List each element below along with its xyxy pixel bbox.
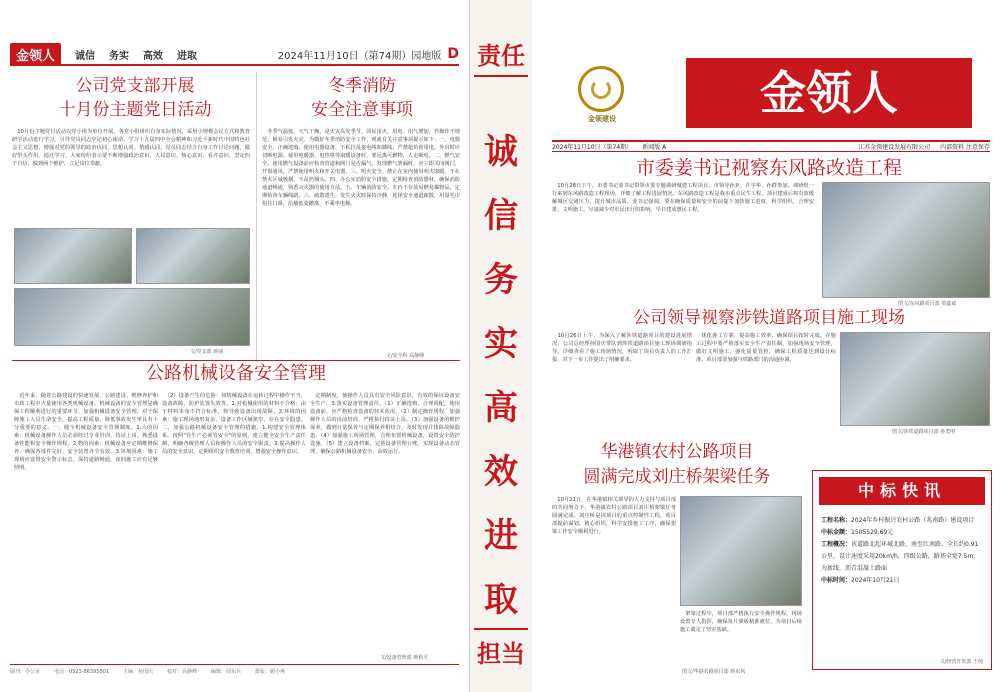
r-art2-caption: 图文/涉铁道路项目部 孙勇明	[892, 429, 956, 435]
bid-row-time: 中标时间：2024年10月21日	[821, 577, 900, 584]
left-header	[10, 44, 459, 66]
mid-vertical-text: 诚 信 务 实 高 效	[484, 132, 518, 492]
r-art1-photo	[822, 182, 990, 298]
r-art3-title: 华港镇农村公路项目 圆满完成刘庄桥架梁任务	[583, 442, 771, 487]
art1-photo-2	[136, 228, 250, 284]
bid-news-body	[813, 511, 991, 591]
art3-title: 公路机械设备安全管理	[146, 363, 326, 384]
r-art3-text-1: 10月21日，在华港镇相关领导的大力支持与项目部的共同努力下，华港镇农村公路项目刘庄桥架梁任务圆满完成。刘庄桥是该项目的重点控制性工程，项目部提前谋划，精心组织，科学安排施工工序，确保架梁工作安全顺利进行。	[552, 497, 676, 535]
company-logo-icon	[578, 66, 624, 112]
left-footer: 副刊：办公室 电话：0523-86395801 主编：孙国庆 校对：高静峰 编辑：周东兵 排版：顾小燕	[10, 664, 459, 678]
art2-text: 冬季气温低，天气干燥，是火灾高发季节。回民用火、用电、用气增加，若操作不规范，极易引发火灾。为做好冬季消防安全工作，现就有关注意事项提示如下：一、电器安全。正确选购、使用电器设备，不私拉乱接电线和插线，严禁超负荷用电。外出时应切断电源。使用电暖器、电热毯等取暖设备时，要远离可燃物，人走断电。二、燃气安全。使用燃气设备前应检查管道和阀门是否漏气，发现燃气泄漏时，应立即关闭阀门，开窗通风，严禁使用明火和开关电器。三、明火安全。禁止在室内使用明火取暖，不在禁火区域吸烟，不乱扔烟头。四、办公室消防安全措施。定期检查消防器材，确保消防通道畅通，熟悉灭火器的使用方法。五、车辆消防安全。车内不存放易燃易爆物品，定期检查车辆线路。六、疏散逃生。发生火灾时保持冷静，选择安全通道疏散，用湿毛巾捂住口鼻，沿墙低姿撤离，不乘坐电梯。	[262, 129, 460, 207]
bid-news-box	[812, 470, 992, 670]
art1-text: 10月份主题党日活动以党小组为单位开展，各党小组组织自身实际情况，采用小规模会议方式和教育研学活动进行学习，引导党员同志牢记初心使命。学习十九届四中全会精神和习近平新时代中国特色社会主义思想，增强对党的领导的政治认同、思想认同、情感认同。党员同志结合自身工作讨论问题，做好带头作用。通过学习，大家纷纷表示要不断增强政治意识、大局意识、核心意识、看齐意识，坚定四个自信，做到两个维护，立足岗位奉献。	[12, 129, 250, 167]
r-art2-text-1: 10月26日上午，为深入了解涉铁道路项目的建设进展情况，公司总经理孙国庆带队到涉铁道路项目施工现场调研指导，详细查看了施工现场情况，听取了项目负责人的工作汇报，对下一步工作提出了明确要求。	[552, 333, 692, 363]
bid-row-amount: 中标金额：1505529.69元	[821, 529, 894, 536]
mid-top-word: 责任	[474, 36, 528, 77]
col-divider	[256, 72, 257, 362]
right-info-bar: 2024年11月10日（第74期） 新闻版 A 江苏金领建设发展有限公司 内部资料 注意保存	[552, 140, 990, 152]
art3-text-1: 近年来，随着公路建设的快速发展，公路建设、维修养护和市政工程中大量使用各类机械设备。机械设备的安全管理是确保工程顺利进行的重要环节。加强机械设备安全管理，对于保障施工人员生命安全，提高工程质量，降低事故发生率具有十分重要的意义。一、健全机械设备安全管理制度。1.人的因素：机械设备操作人员必须经过专业培训，持证上岗，熟悉设备性能和安全操作规程。2.物的因素：机械设备应定期维修保养，确保各部件完好，安全装置齐全有效。3.环境因素：施工现场应设置安全警示标志，保持道路畅通，夜间施工应有足够照明。	[14, 393, 158, 471]
left-issue: 2024年11月10日（第74期）园地版	[277, 50, 442, 62]
r-art1-text: 10月28日下午，市委书记姜书记带领市委专题调研城建工程项目，市领导孙亚、许学华、孙群参加。调研组一行来到东风路改造工程现场，详细了解工程进展情况。东风路改造工程是我市重点民生工程，项目建成后将有效缓解城区交通压力，提升城市品质。姜书记强调，要在确保质量和安全的前提下加快施工进度，科学组织，合理安排，文明施工，尽量减少对市民出行的影响，早日建成惠民工程。	[552, 183, 814, 213]
right-page	[532, 0, 1000, 692]
art2-title: 冬季消防 安全注意事项	[311, 76, 413, 120]
slogan-1: 诚信	[75, 50, 96, 62]
slogan-2: 务实	[109, 50, 130, 62]
left-separator	[12, 360, 460, 361]
art1-photo-3	[14, 288, 250, 346]
slogan-3: 高效	[143, 50, 164, 62]
masthead: 金领人	[686, 58, 972, 128]
art1-photo-1	[14, 228, 132, 284]
middle-strip	[470, 0, 532, 692]
art3-text-2: （2）设备产生的危险：如机械设备在运转过程中操作不当，设备故障，防护装置失效等。1.对机械使用的材料不合格：由于材料本身不符合标准，将导致设备出现故障。2.环境的因素：施工现场地形复杂，设备工作区域狭窄，存在安全隐患。二、加强公路机械设备安全管理的措施。1.构建安全管理体系。按照"管生产必须管安全"的原则，建立健全安全生产责任制，明确各级管理人员和操作人员的安全职责。2.提高操作人员的安全意识。定期组织安全教育培训，增强安全操作意识。	[162, 393, 306, 455]
mid-vertical-text-2: 进 取	[484, 516, 518, 620]
left-logo: 金领人	[10, 43, 61, 66]
r-art3-caption: 图文/华港农路项目部 蒋东风	[682, 669, 746, 675]
bid-source: 文/经营开发部 王纯	[939, 659, 983, 665]
company-brand-text: 金领建设	[588, 115, 616, 123]
r-art2-text-2: 优化施工方案，提高施工效率，确保项目按时完成。在施工过程中要严格落实安全生产责任制，加强现场安全管理，做好文明施工，强化质量管控，确保工程质量达到设计标准。项目部要加强与铁路部门的沟通协调。	[696, 333, 836, 363]
art1-title: 公司党支部开展 十月份主题党日活动	[58, 76, 212, 120]
r-art2-photo	[840, 332, 990, 426]
art1-caption: 文/党支部 蒋丽	[190, 349, 224, 355]
mid-bottom-word: 担当	[474, 628, 528, 669]
slogan-4: 进取	[177, 50, 198, 62]
r-art2-title: 公司领导视察涉铁道路项目施工现场	[633, 308, 905, 328]
r-art1-title: 市委姜书记视察东风路改造工程	[635, 157, 902, 179]
left-page-letter: D	[447, 46, 459, 62]
r-art3-text-2: 架梁过程中，项目部严格执行安全操作规程，现场设置专人指挥，确保每片梁板精准就位，为项目后续施工奠定了坚实基础。	[680, 611, 802, 633]
art3-text-3: 定期制度，使操作人员具有安全风险意识，有效的保证设备安全生产。3.落实设备管理责任。（1）正确选购、合理调配。使用设备前，应严格检查设备的技术状况。（2）制定操作规程，加强操作人员的岗前培训，严格执行持证上岗。（3）加强设备的维护保养，做到日常保养与定期保养相结合，及时发现并排除故障隐患。（4）加强施工现场管理，合理布置机械设备，设置安全防护设施。（5）建立设备档案，完善设备管理台账，实现设备动态管理，确保公路机械设备安全、高效运行。	[310, 393, 460, 455]
left-page	[0, 0, 470, 692]
bid-news-title: 中标快讯	[819, 477, 985, 505]
r-art3-photo	[680, 496, 802, 606]
art2-caption: 文/安全科 高静峰	[386, 353, 425, 359]
bid-row-overview: 工程概况：该道路北起环城北路，南至红南路，全长约0.91公里，设计速度采用20km/h，四级公路，路基全宽7.5m，为新线，沥青混凝土路面	[821, 541, 980, 572]
art3-caption: 文/设备管理部 蒋和平	[380, 655, 429, 661]
r-art1-caption: 图文/东风路项目部 贾鑫斌	[898, 301, 957, 307]
bid-row-name: 工程名称：2024年乡村振兴农村公路（兆南路）建设项目	[821, 517, 975, 524]
